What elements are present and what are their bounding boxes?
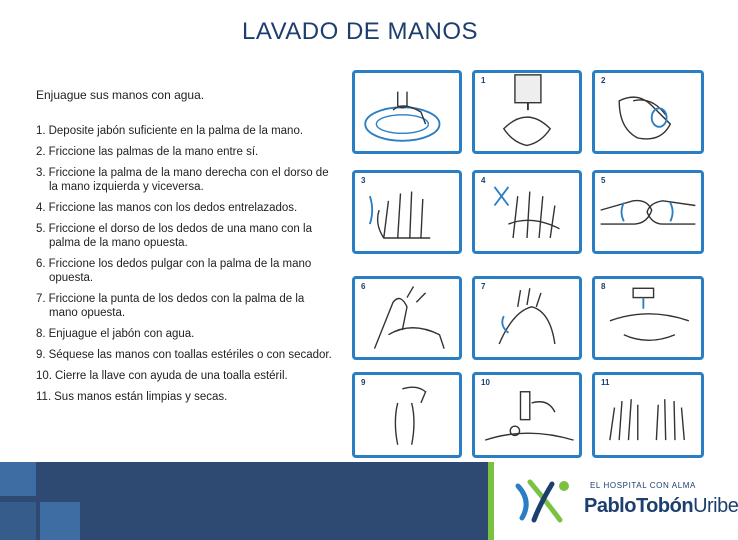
rub-palms-icon	[595, 73, 701, 151]
panel-step-2: 2	[592, 70, 704, 154]
steps-list	[36, 124, 332, 411]
towel-dry-icon	[355, 375, 459, 455]
thumb-rub-icon	[355, 279, 459, 357]
panel-step-7: 7	[472, 276, 582, 360]
decor-square	[0, 462, 36, 496]
soap-dispenser-icon	[475, 73, 579, 151]
step-item: 2. Friccione las palmas de la mano entre sí.	[36, 146, 259, 158]
rinse-icon	[595, 279, 701, 357]
panel-step-9: 9	[352, 372, 462, 458]
step-item: 6. Friccione los dedos pulgar con la palma de la mano opuesta.	[36, 258, 312, 284]
logo-name: PabloTobónUribe	[584, 495, 738, 517]
panel-step-6: 6	[352, 276, 462, 360]
step-item: 8. Enjuague el jabón con agua.	[36, 328, 195, 340]
panel-step-10: 10	[472, 372, 582, 458]
panel-step-1: 1	[472, 70, 582, 154]
decor-square	[40, 502, 80, 540]
logo-tagline: EL HOSPITAL CON ALMA	[590, 481, 696, 490]
panel-step-4: 4	[472, 170, 582, 254]
page-title: LAVADO DE MANOS	[242, 18, 478, 45]
close-tap-icon	[475, 375, 579, 455]
hospital-logo-icon	[512, 476, 576, 526]
fingertips-icon	[475, 279, 579, 357]
step-item: 10. Cierre la llave con ayuda de una toalla estéril.	[36, 370, 288, 382]
step-item: 3. Friccione la palma de la mano derecha con el dorso de la mano izquierda y viceversa.	[36, 167, 329, 193]
interlaced-fingers-icon	[475, 173, 579, 251]
clean-hands-icon	[595, 375, 701, 455]
step-item: 11. Sus manos están limpias y secas.	[36, 391, 228, 403]
hand-washing-icon	[355, 73, 459, 151]
panel-step-3: 3	[352, 170, 462, 254]
panel-wet-hands	[352, 70, 462, 154]
panel-step-8: 8	[592, 276, 704, 360]
step-item: 1. Deposite jabón suficiente en la palma de la mano.	[36, 125, 304, 137]
panel-step-5: 5	[592, 170, 704, 254]
illustration-grid	[352, 70, 722, 460]
intro-text: Enjuague sus manos con agua.	[36, 88, 205, 102]
step-item: 5. Friccione el dorso de los dedos de una mano con la palma de la mano opuesta.	[36, 223, 312, 249]
finger-backs-icon	[595, 173, 701, 251]
decor-square	[0, 502, 36, 540]
step-item: 9. Séquese las manos con toallas estériles o con secador.	[36, 349, 332, 361]
step-item: 4. Friccione las manos con los dedos entrelazados.	[36, 202, 298, 214]
panel-step-11: 11	[592, 372, 704, 458]
back-of-hand-icon	[355, 173, 459, 251]
step-item: 7. Friccione la punta de los dedos con la palma de la mano opuesta.	[36, 293, 305, 319]
